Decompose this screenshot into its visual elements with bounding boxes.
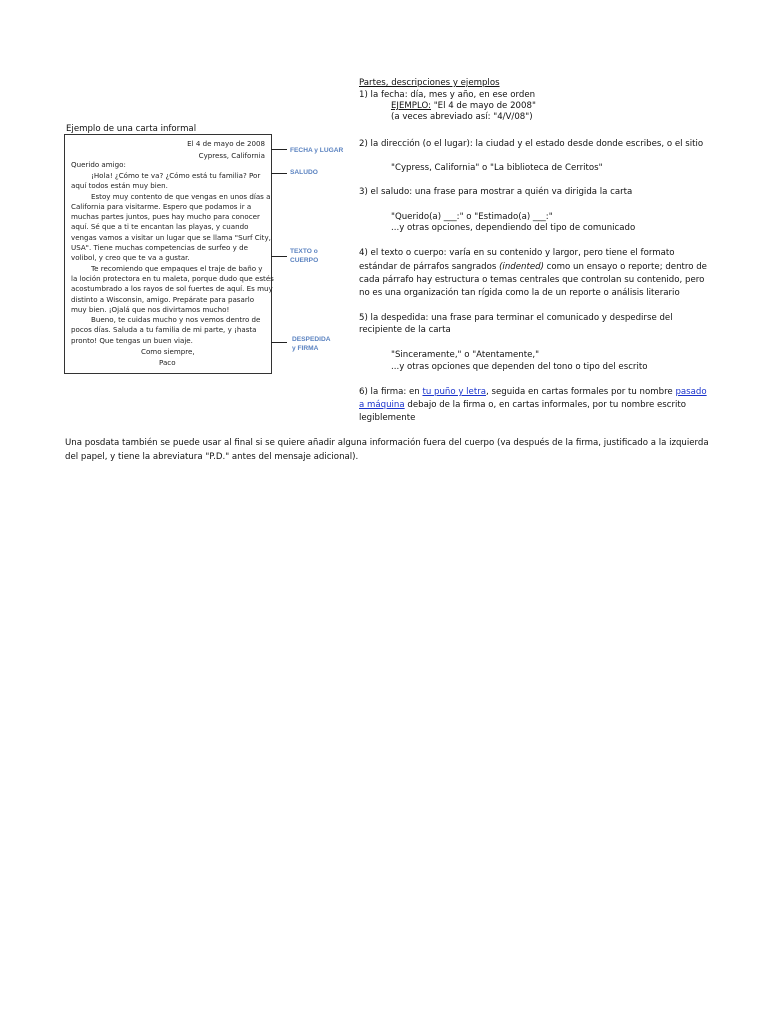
letter-date: El 4 de mayo de 2008 [187, 139, 265, 148]
despedida-connector [271, 342, 287, 343]
part-6-a: 6) la firma: en [359, 387, 423, 397]
letter-greeting: Querido amigo: [71, 160, 126, 169]
part-2-direccion: 2) la dirección (o el lugar): la ciudad y el estado desde donde escribes, o el sitio [359, 139, 704, 149]
part-3-options: ...y otras opciones, dependiendo del tipo de comunicado [391, 223, 636, 233]
part-4-line2 [359, 261, 707, 273]
letter-box [64, 134, 272, 374]
letter-closing: Como siempre, [141, 347, 195, 356]
part-4-line2-a: estándar de párrafos sangrados [359, 262, 500, 272]
part-6-firma [359, 386, 707, 398]
label-fecha-lugar: FECHA y LUGAR [290, 147, 344, 154]
label-saludo: SALUDO [290, 169, 318, 176]
saludo-connector [271, 173, 287, 174]
example-text: "El 4 de mayo de 2008" [430, 101, 536, 111]
letter-line: pronto! Que tengas un buen viaje. [71, 335, 193, 345]
part-5-options: ...y otras opciones que dependen del tono o tipo del escrito [391, 362, 648, 372]
part-3-example: "Querido(a) ___:" o "Estimado(a) ___:" [391, 212, 553, 222]
letter-line: acostumbrado a los rayos de sol fuertes de aquí. Es muy [71, 284, 273, 294]
letter-line: California para visitarme. Espero que podamos ir a [71, 201, 252, 211]
letter-line: aquí. Sé que a ti te encantan las playas, y cuando [71, 222, 249, 232]
part-5-despedida: 5) la despedida: una frase para terminar el comunicado y despedirse del [359, 313, 673, 323]
letter-line: aquí todos están muy bien. [71, 181, 168, 191]
letter-line: USA". Tiene muchas competencias de surfeo y de [71, 243, 248, 253]
letter-line: pocos días. Saluda a tu familia de mi parte, y ¡hasta [71, 325, 257, 335]
example-title: Ejemplo de una carta informal [66, 124, 197, 134]
part-6-line2 [359, 399, 686, 411]
letter-line: Bueno, te cuidas mucho y nos vemos dentro de [91, 315, 261, 325]
part-4-line2-b: como un ensayo o reporte; dentro de [543, 262, 707, 272]
label-firma: y FIRMA [292, 345, 319, 352]
part-6-b: , seguida en cartas formales por tu nombre [486, 387, 676, 397]
part-6-c: debajo de la firma o, en cartas informales, por tu nombre escrito [404, 400, 687, 410]
part-5-line2: recipiente de la carta [359, 325, 451, 335]
posdata-note-line2: del papel, y tiene la abreviatura "P.D." antes del mensaje adicional). [65, 452, 359, 462]
letter-line: muy bien. ¡Ojalá que nos divirtamos mucho! [71, 304, 230, 314]
posdata-note-line1: Una posdata también se puede usar al final si se quiere añadir alguna información fuera del cuerpo (va después de la firma, justificado a la izquierda [65, 438, 709, 448]
letter-line: la loción protectora en tu maleta, porque dudo que estés [71, 273, 274, 283]
indented-term: (indented) [499, 262, 544, 272]
example-label: EJEMPLO: [391, 101, 431, 111]
letter-line: Te recomiendo que empaques el traje de baño y [91, 263, 263, 273]
part-4-line3: cada párrafo hay estructura o temas centrales que controlan su contenido, pero [359, 275, 705, 285]
letter-signature: Paco [159, 358, 176, 367]
part-4-line4: no es una organización tan rígida como la de un reporte o análisis literario [359, 288, 680, 298]
part-1-abbreviation: (a veces abreviado así: "4/V/08") [391, 112, 533, 122]
letter-place: Cypress, California [198, 151, 265, 160]
link-pasado[interactable]: pasado [675, 387, 707, 397]
part-5-example: "Sinceramente," o "Atentamente," [391, 350, 540, 360]
letter-line: muchas partes juntos, pues hay mucho para conocer [71, 212, 260, 222]
letter-line: ¡Hola! ¿Cómo te va? ¿Cómo está tu familia? Por [91, 171, 261, 180]
label-despedida: DESPEDIDA [292, 336, 331, 343]
letter-body [71, 171, 274, 346]
fecha-connector [271, 149, 287, 150]
texto-connector [271, 256, 287, 257]
parts-heading: Partes, descripciones y ejemplos [359, 78, 500, 88]
letter-line: vengas vamos a visitar un lugar que se llama "Surf City, [71, 232, 271, 242]
link-a-maquina[interactable]: a máquina [359, 400, 405, 410]
letter-line: distinto a Wisconsin, amigo. Prepárate para pasarlo [71, 294, 255, 304]
letter-line: volibol, y creo que te va a gustar. [71, 253, 190, 263]
label-texto: TEXTO o [290, 248, 318, 255]
part-4-texto: 4) el texto o cuerpo: varía en su contenido y largor, pero tiene el formato [359, 248, 675, 258]
part-3-saludo: 3) el saludo: una frase para mostrar a quién va dirigida la carta [359, 187, 633, 197]
link-tu-puno-y-letra[interactable]: tu puño y letra [422, 387, 487, 397]
label-cuerpo: CUERPO [290, 257, 319, 264]
part-6-line3: legiblemente [359, 413, 416, 423]
part-1-fecha: 1) la fecha: día, mes y año, en ese orden [359, 90, 536, 100]
letter-line: Estoy muy contento de que vengas en unos días a [91, 191, 271, 201]
part-2-example: "Cypress, California" o "La biblioteca de Cerritos" [391, 163, 603, 173]
